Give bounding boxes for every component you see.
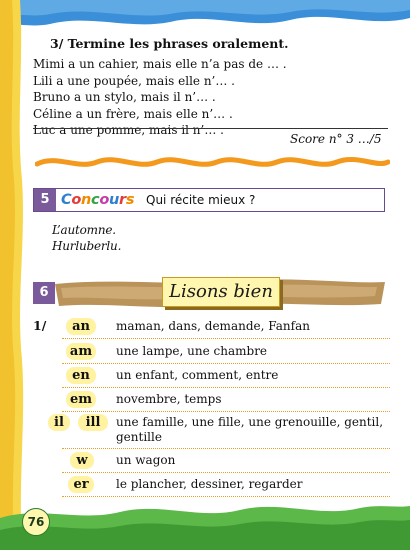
- concours-letter: o: [71, 192, 82, 208]
- concours-logo: [61, 190, 134, 210]
- reading-row: [62, 452, 390, 473]
- example-words: novembre, temps: [116, 392, 222, 406]
- sound-pill: w: [70, 452, 94, 469]
- example-words: maman, dans, demande, Fanfan: [116, 319, 310, 333]
- exercise-5-question: Qui récite mieux ?: [146, 193, 256, 207]
- exercise-3-title: 3/ Termine les phrases oralement.: [50, 36, 289, 51]
- poem-titles: [52, 222, 121, 254]
- sentence-line: Lili a une poupée, mais elle n’… .: [33, 73, 235, 88]
- exercise-6-label: 1/: [33, 318, 47, 333]
- concours-letter: o: [99, 192, 110, 208]
- score-divider: [33, 128, 388, 129]
- sound-pill: an: [66, 318, 96, 335]
- sound-pill: en: [66, 367, 96, 384]
- poem-title: L’automne.: [52, 223, 116, 237]
- sentence-line: Bruno a un stylo, mais il n’… .: [33, 90, 216, 104]
- reading-row: [62, 367, 390, 388]
- reading-row: [62, 318, 390, 339]
- reading-row: [62, 476, 390, 497]
- concours-letter: n: [81, 192, 92, 208]
- example-words: une lampe, une chambre: [116, 344, 268, 358]
- poem-title: Hurluberlu.: [52, 239, 122, 253]
- example-words: un enfant, comment, entre: [116, 368, 279, 382]
- bottom-green-wave: [0, 500, 410, 550]
- score-label: Score n° 3 …/5: [290, 132, 382, 146]
- exercise-6-number: 6: [33, 282, 55, 304]
- sound-pill: am: [66, 343, 96, 360]
- example-words: une famille, une fille, une grenouille, gentil, gentille: [116, 415, 384, 444]
- reading-row: [54, 414, 390, 449]
- exercise-3-sentences: [33, 56, 287, 139]
- concours-letter: u: [109, 192, 120, 208]
- orange-squiggle-divider: [35, 152, 390, 172]
- sentence-line: Mimi a un cahier, mais elle n’a pas de … .: [33, 57, 287, 71]
- section-title: Lisons bien: [169, 281, 273, 302]
- reading-row: [62, 343, 390, 364]
- left-yellow-strip: [0, 0, 26, 550]
- concours-letter: c: [91, 192, 100, 208]
- exercise-5-number: 5: [34, 189, 56, 211]
- example-words: un wagon: [116, 453, 176, 467]
- sentence-line: Céline a un frère, mais elle n’… .: [33, 106, 233, 121]
- concours-letter: C: [61, 192, 72, 208]
- page-number: 76: [22, 508, 50, 536]
- example-words: le plancher, dessiner, regarder: [116, 477, 303, 491]
- lisons-bien-title-box: [162, 277, 280, 307]
- concours-letter: s: [125, 192, 135, 208]
- sound-pill: il: [48, 414, 70, 431]
- reading-row: [62, 391, 390, 412]
- sentence-line: Luc a une pomme, mais il n’… .: [33, 123, 224, 137]
- sound-pill: ill: [78, 414, 108, 431]
- sound-pill: er: [68, 476, 94, 493]
- sound-pill: em: [66, 391, 96, 408]
- concours-letter: r: [119, 192, 126, 208]
- top-blue-wave: [0, 0, 410, 32]
- exercise-5-header: [33, 188, 385, 212]
